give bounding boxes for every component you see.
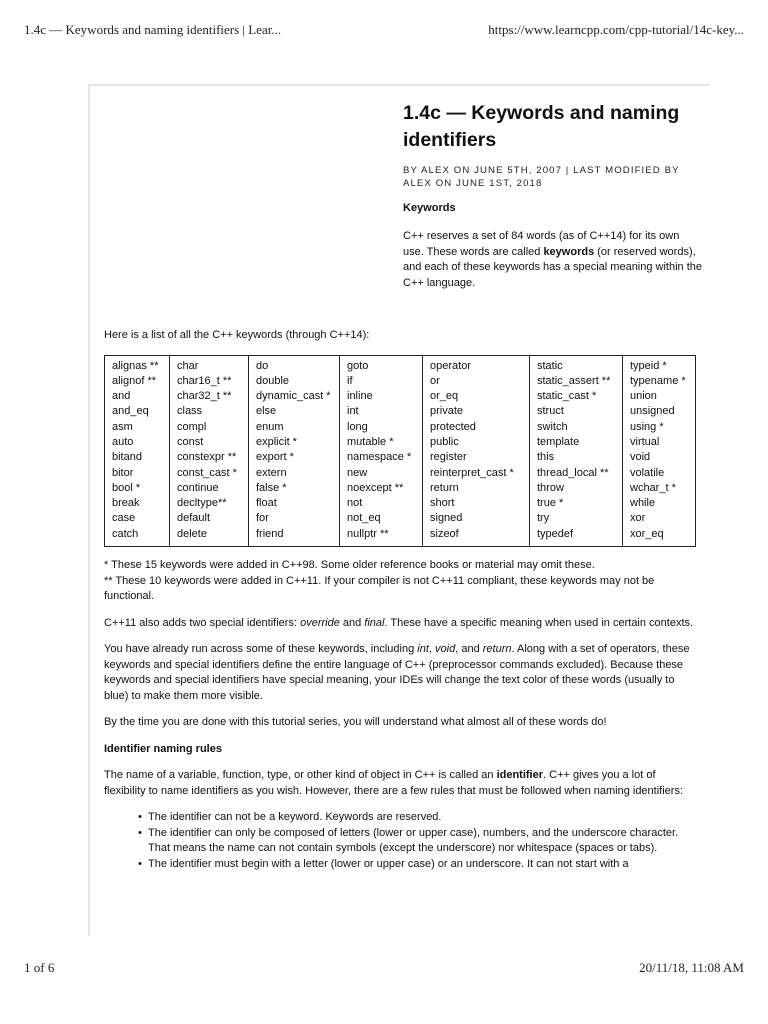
keywords-usage-paragraph [104,642,696,704]
keyword-cell: dynamic_cast * [256,390,331,403]
keyword-cell: default [177,512,211,525]
keyword-cell: export * [256,451,294,464]
keyword-cell: static [537,359,563,372]
keyword-cell: const_cast * [177,466,237,479]
keyword-column-1 [105,355,170,547]
keyword-cell: reinterpret_cast * [430,466,514,479]
keyword-cell: and_eq [112,405,149,418]
keyword-cell: xor_eq [630,527,664,540]
naming-rules-list [104,810,696,872]
article-body [104,328,696,872]
keyword-cell: bitand [112,451,142,464]
keyword-column-4 [340,355,423,547]
keyword-cell: goto [347,359,369,372]
special-text-2: . These have a specific meaning when used in certain contexts. [384,616,694,629]
usage-text-1: You have already run across some of these keywords, including [104,643,418,656]
keyword-cell: not [347,497,363,510]
keyword-cell: const [177,435,204,448]
special-and: and [339,616,365,629]
keyword-cell: true * [537,497,564,510]
keyword-cell: compl [177,420,207,433]
list-item: • The identifier can not be a keyword. Keywords are reserved. [138,810,696,826]
keyword-cell: static_assert ** [537,374,611,387]
keyword-cell: not_eq [347,512,381,525]
keyword-cell: switch [537,420,568,433]
keyword-cell: if [347,374,353,387]
keyword-cell: union [630,390,657,403]
print-header-title: 1.4c — Keywords and naming identifiers | Lear... [24,22,282,37]
note-cpp98: * These 15 keywords were added in C++98. Some older reference books or material may omit these. [104,559,595,572]
keyword-notes [104,558,696,605]
keyword-list-intro: Here is a list of all the C++ keywords (through C++14): [104,329,370,341]
keyword-cell: constexpr ** [177,451,237,464]
keyword-cell: char [177,359,199,372]
keyword-cell: sizeof [430,527,459,540]
keyword-cell: or_eq [430,390,459,403]
naming-rules-heading: Identifier naming rules [104,742,222,755]
intro-text-1: C++ reserves a set of 84 words (as of C++14) for its own use. These words are called [403,230,680,258]
keyword-cell: new [347,466,368,479]
keyword-cell: break [112,497,140,510]
special-text-1: C++11 also adds two special identifiers: [104,616,301,629]
keyword-cell: decltype** [177,497,227,510]
keyword-cell: noexcept ** [347,481,404,494]
keyword-cell: signed [430,512,463,525]
keyword-cell: friend [256,527,284,540]
keyword-column-7 [623,355,696,547]
keyword-cell: float [256,497,277,510]
keyword-cell: typedef [537,527,574,540]
keyword-cell: unsigned [630,405,675,418]
keyword-cell: false * [256,481,287,494]
keyword-cell: explicit * [256,435,297,448]
void-italic: void [435,643,456,656]
note-cpp11: ** These 10 keywords were added in C++11. If your compiler is not C++11 compliant, these keywords may not be functional. [104,574,655,603]
keyword-cell: using * [630,420,664,433]
keyword-cell: auto [112,435,134,448]
keyword-cell: while [630,497,656,510]
keyword-cell: volatile [630,466,665,479]
keyword-column-5 [423,355,530,547]
keyword-cell: alignas ** [112,359,159,372]
keyword-table [104,355,696,548]
keyword-cell: inline [347,390,373,403]
naming-intro-paragraph [104,768,696,799]
keyword-cell: typeid * [630,359,667,372]
keyword-table-row [105,355,696,547]
keyword-cell: char16_t ** [177,374,232,387]
keyword-cell: catch [112,527,139,540]
keyword-cell: return [430,481,459,494]
keyword-cell: double [256,374,290,387]
keyword-column-6 [530,355,623,547]
keyword-cell: this [537,451,555,464]
keyword-cell: case [112,512,136,525]
usage-comma-2: , and [455,643,483,656]
identifier-bold: identifier [496,769,544,782]
keywords-heading: Keywords [403,202,456,214]
article-header [403,100,703,291]
keyword-cell: try [537,512,550,525]
keyword-cell: void [630,451,651,464]
keyword-cell: register [430,451,467,464]
keyword-cell: delete [177,527,207,540]
tutorial-series-paragraph: By the time you are done with this tutorial series, you will understand what almost all of these words do! [104,716,607,729]
keyword-cell: struct [537,405,564,418]
keyword-column-3 [249,355,340,547]
int-italic: int [417,643,429,656]
keyword-cell: mutable * [347,435,394,448]
keyword-cell: alignof ** [112,374,157,387]
special-identifiers-paragraph [104,616,696,632]
naming-text-1: The name of a variable, function, type, or other kind of object in C++ is called an [104,769,497,782]
keyword-cell: and [112,390,131,403]
keyword-cell: private [430,405,464,418]
keyword-cell: do [256,359,269,372]
page-title: 1.4c — Keywords and naming identifiers [403,102,680,151]
naming-text-2: . C++ gives you a lot of flexibility to name identifiers as you wish. However, there are a few rules that must be followed when naming identifiers: [104,769,684,797]
keyword-cell: enum [256,420,284,433]
keyword-cell: for [256,512,269,525]
keyword-cell: int [347,405,359,418]
usage-text-2: . Along with a set of operators, these keywords and special identifiers define the entire language of C++ (preprocessor commands excluded). Because these keywords and special identifiers have special meaning, your IDEs will change the text color of these words (usually to blue) to make them more visible. [104,643,690,702]
print-timestamp: 20/11/18, 11:08 AM [639,960,744,975]
page-count: 1 of 6 [24,960,55,975]
keyword-cell: bitor [112,466,134,479]
keyword-cell: protected [430,420,476,433]
print-header-url: https://www.learncpp.com/cpp-tutorial/14c-key... [488,22,744,37]
keyword-cell: operator [430,359,471,372]
keyword-cell: continue [177,481,219,494]
keyword-cell: else [256,405,277,418]
final-italic: final [364,616,385,629]
list-item: • The identifier can only be composed of letters (lower or upper case), numbers, and the underscore character. That means the name can not contain symbols (except the underscore) nor whitespace (spaces or tabs). [138,826,696,857]
intro-keywords-bold: keywords [543,245,595,258]
keyword-cell: short [430,497,455,510]
keyword-cell: wchar_t * [630,481,676,494]
list-item: • The identifier must begin with a letter (lower or upper case) or an underscore. It can not start with a [138,857,696,873]
keyword-cell: throw [537,481,564,494]
keyword-cell: thread_local ** [537,466,609,479]
keyword-cell: template [537,435,580,448]
keyword-cell: namespace * [347,451,412,464]
keyword-cell: virtual [630,435,660,448]
keyword-column-2 [170,355,249,547]
keyword-cell: nullptr ** [347,527,389,540]
keyword-cell: class [177,405,203,418]
usage-comma-1: , [428,643,436,656]
keyword-cell: asm [112,420,133,433]
keyword-cell: long [347,420,368,433]
keyword-cell: char32_t ** [177,390,232,403]
keyword-cell: bool * [112,481,141,494]
return-italic: return [482,643,512,656]
byline: BY ALEX ON JUNE 5TH, 2007 | LAST MODIFIED BY ALEX ON JUNE 1ST, 2018 [403,165,680,189]
keyword-cell: xor [630,512,646,525]
keyword-cell: extern [256,466,287,479]
keyword-cell: or [430,374,440,387]
intro-paragraph [403,229,703,291]
keyword-cell: typename * [630,374,686,387]
keyword-cell: public [430,435,459,448]
intro-text-2: (or reserved words), and each of these keywords has a special meaning within the C++ language. [403,245,703,289]
override-italic: override [300,616,340,629]
keyword-cell: static_cast * [537,390,597,403]
